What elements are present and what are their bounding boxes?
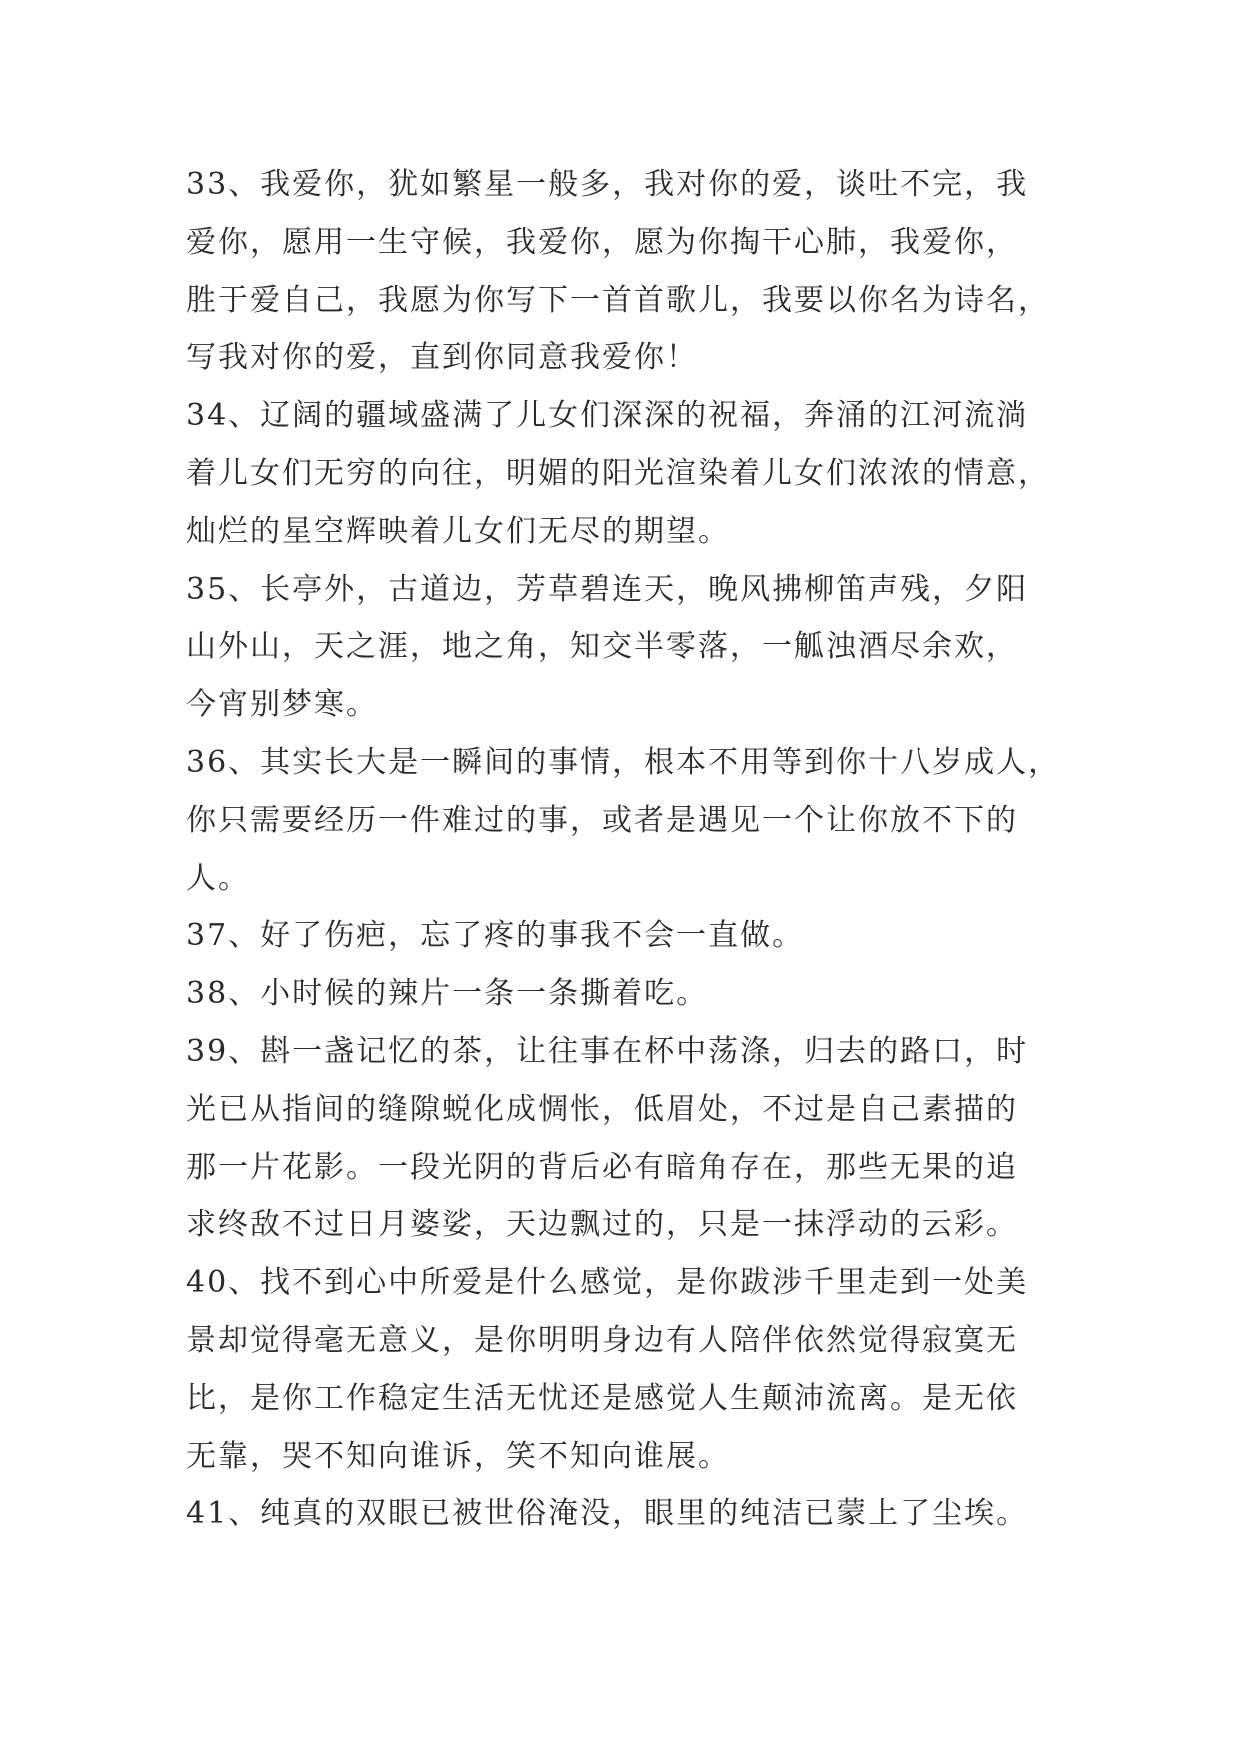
text-line: 求终敌不过日月婆娑，天边飘过的，只是一抹浮动的云彩。 [186, 1207, 1018, 1243]
text-line: 比，是你工作稳定生活无忧还是感觉人生颠沛流离。是无依 [186, 1380, 1018, 1416]
text-line: 山外山，天之涯，地之角，知交半零落，一觚浊酒尽余欢， [186, 629, 1018, 665]
text-line: 人。 [186, 860, 250, 896]
text-line: 38、小时候的辣片一条一条撕着吃。 [186, 976, 709, 1012]
text-line: 灿烂的星空辉映着儿女们无尽的期望。 [186, 513, 730, 549]
text-line: 爱你，愿用一生守候，我爱你，愿为你掏干心肺，我爱你， [186, 224, 1018, 260]
text-line: 那一片花影。一段光阴的背后必有暗角存在，那些无果的追 [186, 1149, 1018, 1185]
text-line: 胜于爱自己，我愿为你写下一首首歌儿，我要以你名为诗名， [186, 282, 1050, 318]
text-line: 写我对你的爱，直到你同意我爱你！ [186, 340, 698, 376]
text-line: 36、其实长大是一瞬间的事情，根本不用等到你十八岁成人， [186, 744, 1061, 780]
text-line: 你只需要经历一件难过的事，或者是遇见一个让你放不下的 [186, 802, 1018, 838]
text-line: 着儿女们无穷的向往，明媚的阳光渲染着儿女们浓浓的情意， [186, 455, 1050, 491]
text-line: 无靠，哭不知向谁诉，笑不知向谁展。 [186, 1438, 730, 1474]
text-line: 34、辽阔的疆域盛满了儿女们深深的祝福，奔涌的江河流淌 [186, 398, 1029, 434]
document-body [186, 156, 1086, 1543]
text-line: 33、我爱你，犹如繁星一般多，我对你的爱，谈吐不完，我 [186, 167, 1029, 202]
text-line: 35、长亭外，古道边，芳草碧连天，晚风拂柳笛声残，夕阳 [186, 571, 1029, 607]
text-line: 39、斟一盏记忆的茶，让往事在杯中荡涤，归去的路口，时 [186, 1033, 1029, 1069]
text-line: 今宵别梦寒。 [186, 687, 378, 723]
text-line: 40、找不到心中所爱是什么感觉，是你跋涉千里走到一处美 [186, 1265, 1029, 1301]
text-line: 景却觉得毫无意义，是你明明身边有人陪伴依然觉得寂寞无 [186, 1322, 1018, 1358]
text-line: 37、好了伤疤，忘了疼的事我不会一直做。 [186, 918, 805, 954]
text-line: 光已从指间的缝隙蜕化成惆怅，低眉处，不过是自己素描的 [186, 1091, 1018, 1127]
text-line: 41、纯真的双眼已被世俗淹没，眼里的纯洁已蒙上了尘埃。 [186, 1496, 1029, 1532]
